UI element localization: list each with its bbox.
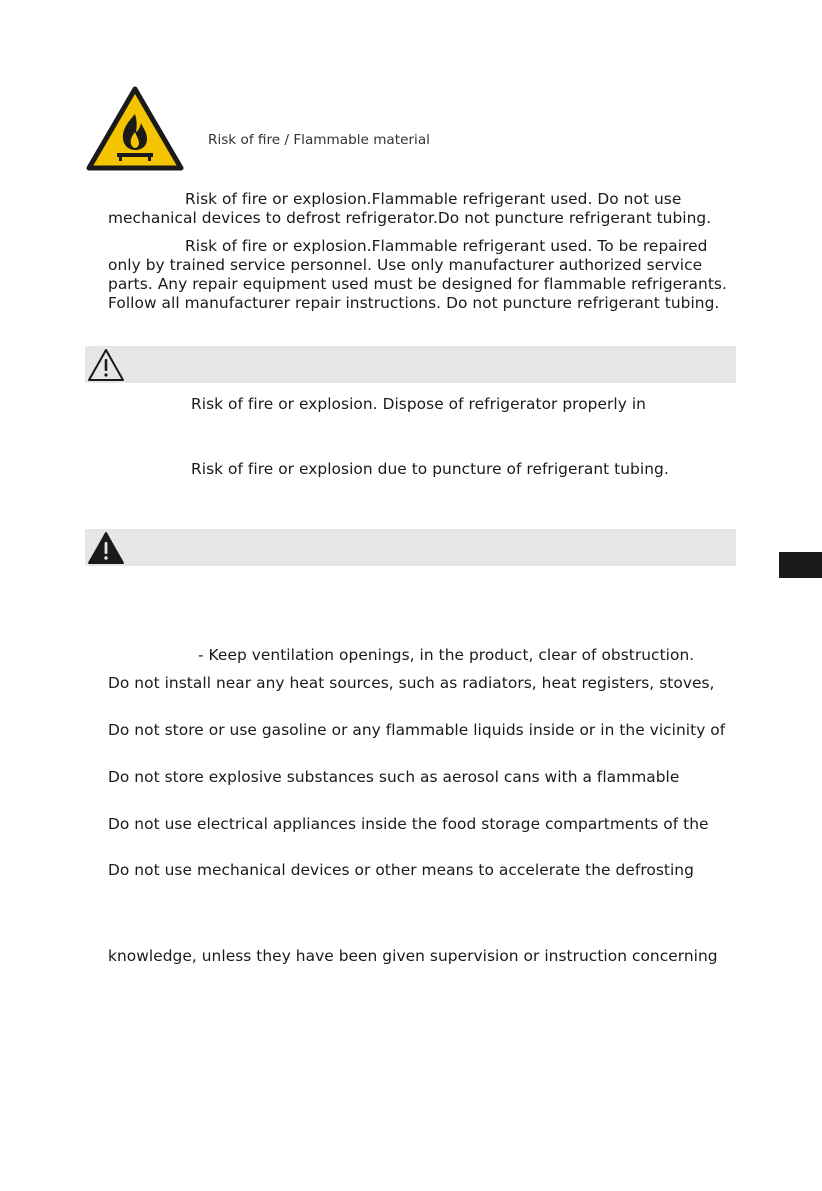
para2-line: Risk of fire or explosion.Flammable refrigerant used. To be repaired — [185, 237, 708, 255]
para1-line: mechanical devices to defrost refrigerator.Do not puncture refrigerant tubing. — [108, 209, 712, 227]
caution-line-2: Risk of fire or explosion due to puncture of refrigerant tubing. — [191, 460, 669, 478]
warning-item: Do not store or use gasoline or any flammable liquids inside or in the vicinity of — [108, 721, 726, 739]
para2-line: parts. Any repair equipment used must be designed for flammable refrigerants. — [108, 275, 727, 293]
warning-item: Do not use mechanical devices or other means to accelerate the defrosting — [108, 861, 694, 879]
caution-line-1: Risk of fire or explosion. Dispose of refrigerator properly in — [191, 395, 646, 413]
chapter-tab — [779, 552, 822, 578]
warning-item: Do not store explosive substances such as aerosol cans with a flammable — [108, 768, 680, 786]
flammable-warning-icon — [86, 86, 184, 172]
fire-caption: Risk of fire / Flammable material — [208, 132, 430, 148]
para1-line: Risk of fire or explosion.Flammable refrigerant used. Do not use — [185, 190, 682, 208]
knowledge-line: knowledge, unless they have been given supervision or instruction concerning — [108, 947, 718, 965]
caution-bar — [85, 346, 736, 383]
warning-filled-icon — [87, 531, 125, 565]
para2-line: Follow all manufacturer repair instructions. Do not puncture refrigerant tubing. — [108, 294, 720, 312]
warning-item: Do not install near any heat sources, such as radiators, heat registers, stoves, — [108, 674, 715, 692]
caution-outline-icon — [87, 348, 125, 382]
ventilation-line: - Keep ventilation openings, in the product, clear of obstruction. — [198, 646, 695, 664]
warning-item: Do not use electrical appliances inside the food storage compartments of the — [108, 815, 709, 833]
para2-line: only by trained service personnel. Use only manufacturer authorized service — [108, 256, 703, 274]
warning-bar — [85, 529, 736, 566]
